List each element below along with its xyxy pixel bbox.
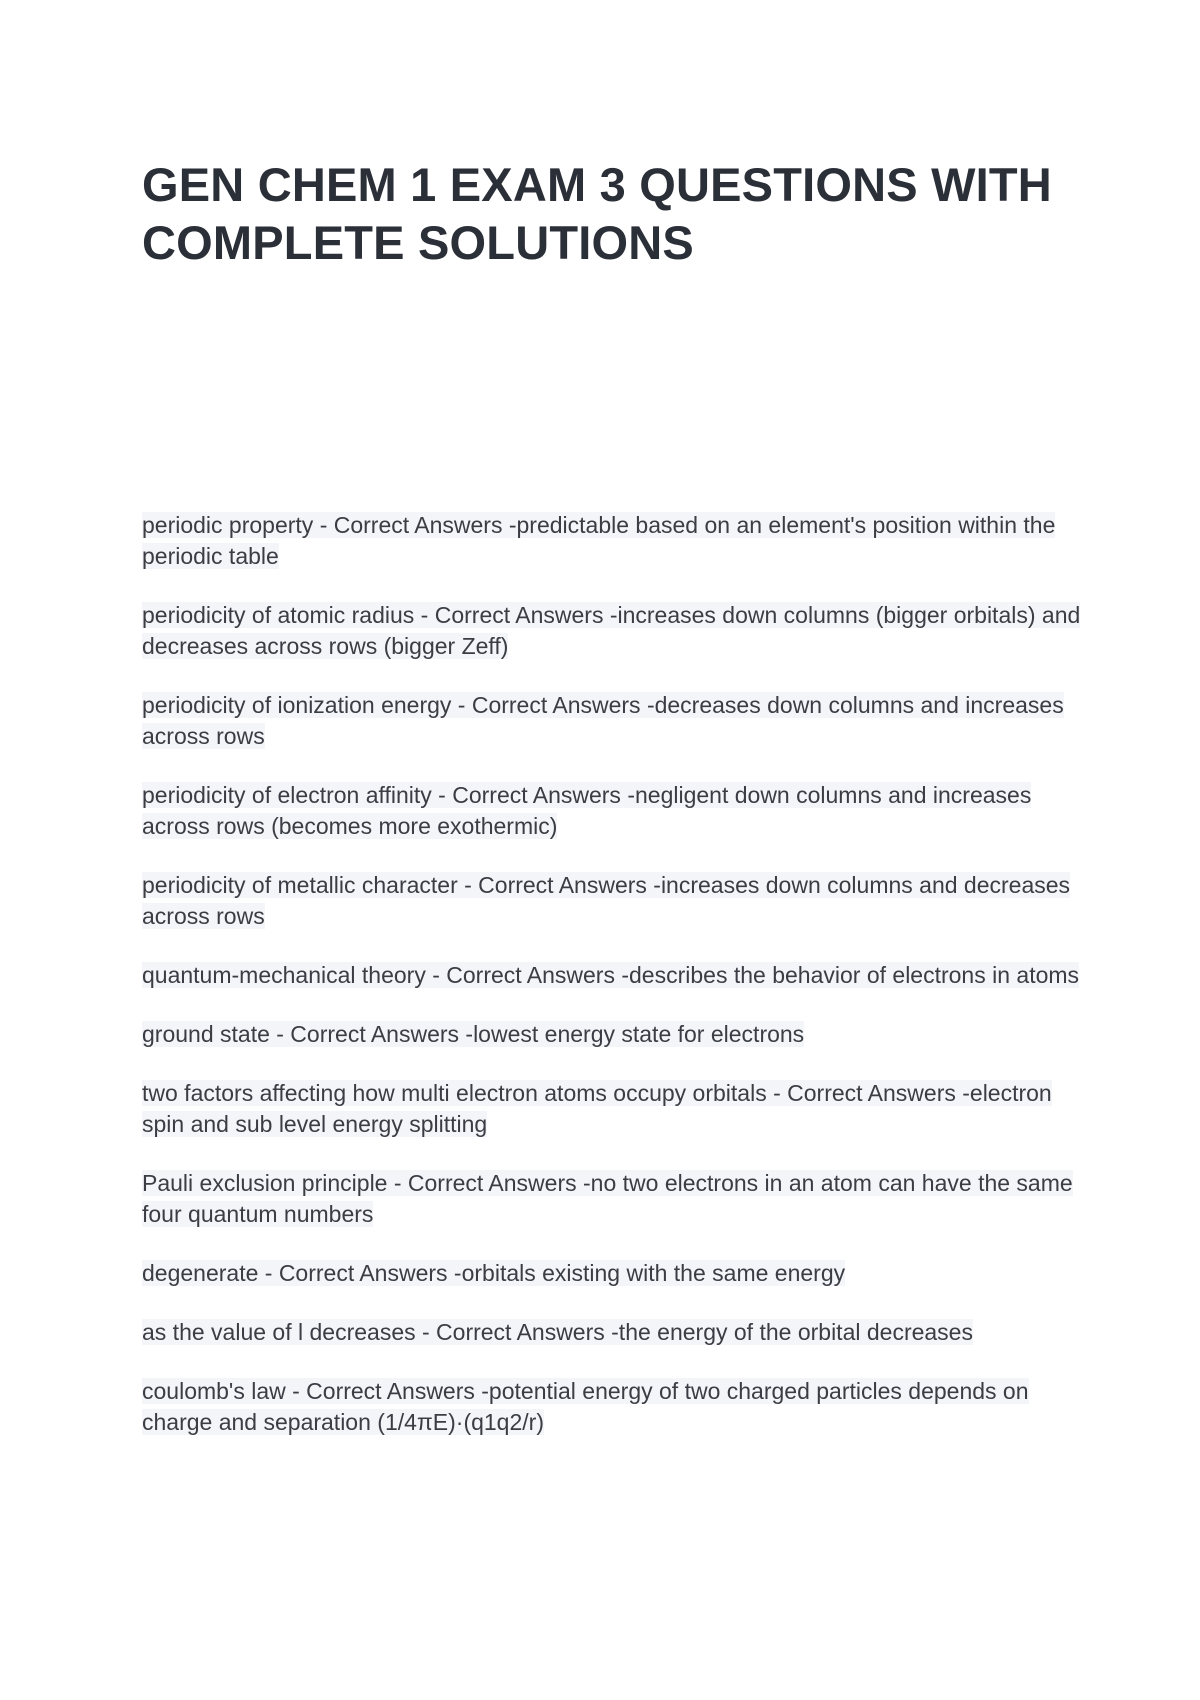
qa-item	[142, 600, 1082, 662]
qa-text: quantum-mechanical theory - Correct Answers -describes the behavior of electrons in atoms	[142, 962, 1080, 988]
qa-text: periodic property - Correct Answers -predictable based on an element's position within the periodic table	[142, 512, 1056, 569]
qa-item	[142, 1317, 1082, 1348]
qa-text: ground state - Correct Answers -lowest energy state for electrons	[142, 1021, 805, 1047]
qa-item	[142, 1019, 1082, 1050]
document-title: GEN CHEM 1 EXAM 3 QUESTIONS WITH COMPLETE SOLUTIONS	[142, 158, 1052, 269]
qa-item	[142, 1258, 1082, 1289]
qa-text: periodicity of ionization energy - Correct Answers -decreases down columns and increases across rows	[142, 692, 1064, 749]
qa-text: Pauli exclusion principle - Correct Answers -no two electrons in an atom can have the same four quantum numbers	[142, 1170, 1073, 1227]
qa-item	[142, 960, 1082, 991]
qa-text: periodicity of electron affinity - Correct Answers -negligent down columns and increases across rows (becomes more exothermic)	[142, 782, 1032, 839]
qa-text: two factors affecting how multi electron atoms occupy orbitals - Correct Answers -electron spin and sub level energy splitting	[142, 1080, 1052, 1137]
qa-item	[142, 870, 1082, 932]
qa-item	[142, 1078, 1082, 1140]
qa-item	[142, 510, 1082, 572]
qa-item	[142, 780, 1082, 842]
qa-text: periodicity of metallic character - Correct Answers -increases down columns and decreases across rows	[142, 872, 1071, 929]
qa-item	[142, 690, 1082, 752]
qa-list	[142, 510, 1082, 1466]
qa-text: coulomb's law - Correct Answers -potential energy of two charged particles depends on charge and separation (1/4πE)·(q1q2/r)	[142, 1378, 1029, 1435]
qa-text: as the value of l decreases - Correct Answers -the energy of the orbital decreases	[142, 1319, 973, 1345]
qa-item	[142, 1376, 1082, 1438]
qa-item	[142, 1168, 1082, 1230]
qa-text: degenerate - Correct Answers -orbitals existing with the same energy	[142, 1260, 846, 1286]
qa-text: periodicity of atomic radius - Correct Answers -increases down columns (bigger orbitals) and decreases across rows (bigger Zeff)	[142, 602, 1081, 659]
